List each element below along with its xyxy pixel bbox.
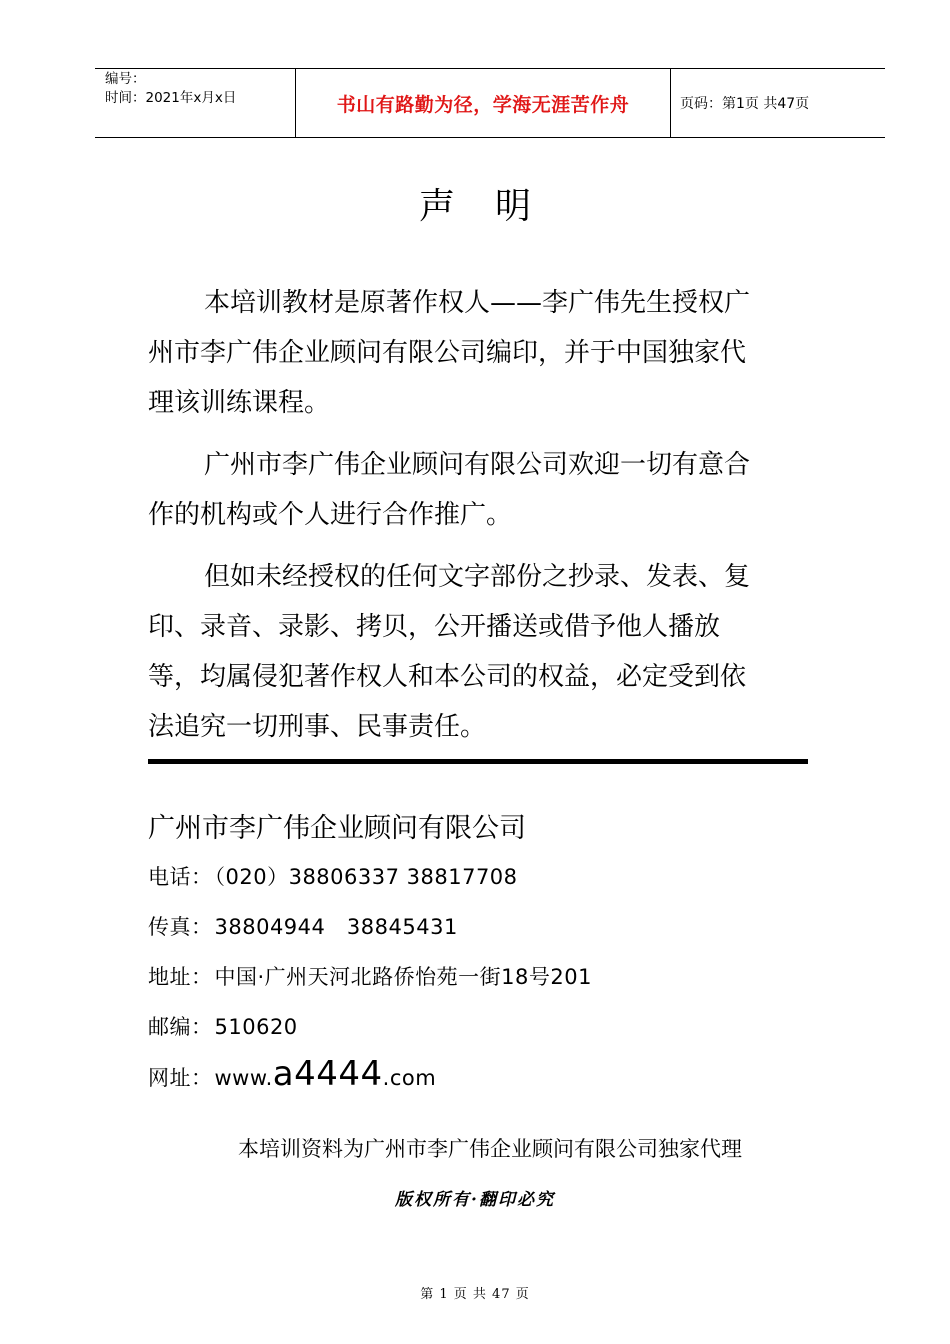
page-footer: 第 1 页 共 47 页 (420, 1287, 530, 1302)
motto-text: 书山有路勤为径，学海无涯苦作舟 (336, 93, 630, 116)
statement-paragraph-3: 但如未经授权的任何文字部份之抄录、发表、复印、录音、录影、拷贝，公开播送或借予他人播放等，均属侵犯著作权人和本公司的权益，必定受到依法追究一切刑事、民事责任。 (148, 562, 751, 742)
fax-value: 38804944 38845431 (214, 915, 458, 939)
postcode-value: 510620 (214, 1015, 298, 1039)
page-title: 声明 (418, 186, 571, 227)
website-line (148, 1054, 436, 1094)
copyright-notice: 版权所有·翻印必究 (395, 1190, 555, 1210)
header-table (95, 68, 885, 138)
phone-value: （020）38806337 38817708 (214, 865, 518, 889)
phone-label: 电话： (148, 865, 213, 889)
website-label: 网址： (148, 1066, 213, 1090)
serial-label: 编号： (105, 71, 146, 87)
website-prefix: www. (214, 1066, 273, 1090)
agency-note: 本培训资料为广州市李广伟企业顾问有限公司独家代理 (238, 1137, 742, 1161)
website-suffix: .com (382, 1066, 437, 1090)
header-motto-cell (295, 69, 671, 137)
time-label: 时间：2021年x月x日 (105, 90, 237, 106)
header-page-cell (670, 69, 895, 137)
postcode-label: 邮编： (148, 1015, 213, 1039)
header-left-cell (95, 69, 295, 137)
address-value: 中国·广州天河北路侨怡苑一街18号201 (214, 965, 592, 989)
fax-label: 传真： (148, 915, 213, 939)
statement-body (148, 278, 760, 764)
postcode-line (148, 1011, 298, 1041)
address-label: 地址： (148, 965, 213, 989)
address-line (148, 961, 592, 991)
divider-rule (148, 759, 808, 764)
page-info: 页码：第1页 共47页 (680, 96, 810, 112)
fax-line (148, 911, 458, 941)
statement-paragraph-1: 本培训教材是原著作权人——李广伟先生授权广州市李广伟企业顾问有限公司编印，并于中国独家代理该训练课程。 (148, 288, 751, 418)
website-main: a4444 (272, 1054, 383, 1094)
company-name: 广州市李广伟企业顾问有限公司 (148, 813, 526, 844)
phone-line (148, 861, 518, 891)
statement-paragraph-2: 广州市李广伟企业顾问有限公司欢迎一切有意合作的机构或个人进行合作推广。 (148, 450, 751, 530)
